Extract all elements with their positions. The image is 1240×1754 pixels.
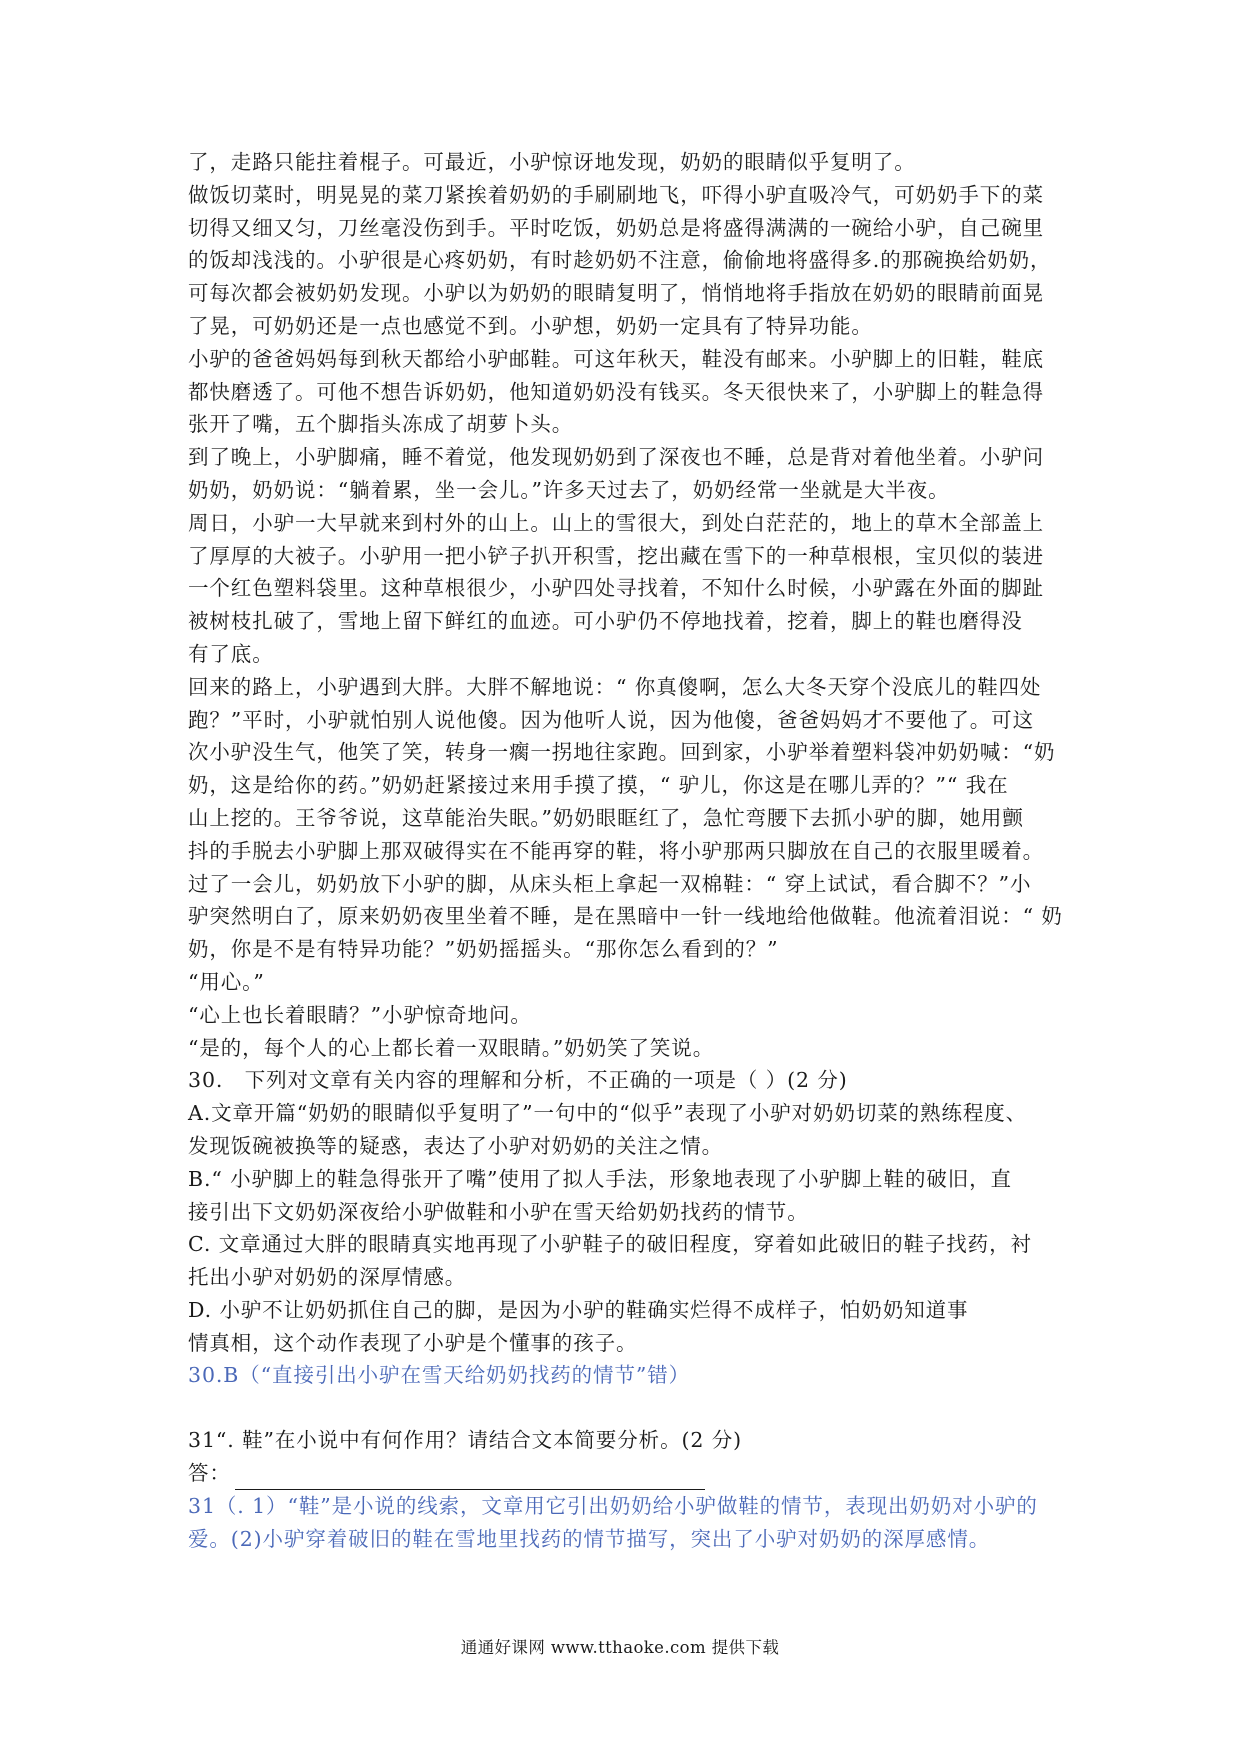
spacer bbox=[188, 1392, 1068, 1424]
story-line: 小驴的爸爸妈妈每到秋天都给小驴邮鞋。可这年秋天，鞋没有邮来。小驴脚上的旧鞋，鞋底 bbox=[188, 346, 1044, 371]
story-line: 奶奶，奶奶说：“躺着累，坐一会儿。”许多天过去了，奶奶经常一坐就是大半夜。 bbox=[188, 477, 950, 502]
story-line: “用心。” bbox=[188, 969, 265, 994]
option-b-line: B.“ 小驴脚上的鞋急得张开了嘴”使用了拟人手法，形象地表现了小驴脚上鞋的破旧，直 bbox=[188, 1166, 1012, 1191]
page-footer: 通通好课网 www.tthaoke.com 提供下载 bbox=[460, 1638, 780, 1657]
story-line: 奶，这是给你的药。”奶奶赶紧接过来用手摸了摸，“ 驴儿，你这是在哪儿弄的？”“ 我在 bbox=[188, 773, 1009, 798]
question-30-answer: 30.B（“直接引出小驴在雪天给奶奶找药的情节”错） bbox=[188, 1363, 691, 1388]
story-line: 有了底。 bbox=[188, 641, 274, 666]
question-30-stem: 30. 下列对文章有关内容的理解和分析，不正确的一项是（ ）(2 分) bbox=[188, 1068, 848, 1093]
story-line: 可每次都会被奶奶发现。小驴以为奶奶的眼睛复明了，悄悄地将手指放在奶奶的眼睛前面晃 bbox=[188, 281, 1044, 306]
option-a-line: A.文章开篇“奶奶的眼睛似乎复明了”一句中的“似乎”表现了小驴对奶奶切菜的熟练程度、 bbox=[188, 1101, 1028, 1126]
story-line: “心上也长着眼睛？”小驴惊奇地问。 bbox=[188, 1002, 532, 1027]
question-31-answer-line: 爱。(2)小驴穿着破旧的鞋在雪地里找药的情节描写，突出了小驴对奶奶的深厚感情。 bbox=[188, 1526, 991, 1551]
story-line: 了厚厚的大被子。小驴用一把小铲子扒开积雪，挖出藏在雪下的一种草根根，宝贝似的装进 bbox=[188, 543, 1044, 568]
story-line: 被树枝扎破了，雪地上留下鲜红的血迹。可小驴仍不停地找着，挖着，脚上的鞋也磨得没 bbox=[188, 609, 1023, 634]
option-a-line: 发现饭碗被换等的疑惑，表达了小驴对奶奶的关注之情。 bbox=[188, 1133, 723, 1158]
story-line: 过了一会儿，奶奶放下小驴的脚，从床头柜上拿起一双棉鞋：“ 穿上试试，看合脚不？”小 bbox=[188, 871, 1032, 896]
question-31 bbox=[188, 1424, 1068, 1555]
option-c-line: C. 文章通过大胖的眼睛真实地再现了小驴鞋子的破旧程度，穿着如此破旧的鞋子找药，衬 bbox=[188, 1232, 1032, 1257]
story-line: 山上挖的。王爷爷说，这草能治失眠。”奶奶眼眶红了，急忙弯腰下去抓小驴的脚，她用颤 bbox=[188, 805, 1024, 830]
document-page bbox=[188, 146, 1068, 1555]
story-line: 做饭切菜时，明晃晃的菜刀紧挨着奶奶的手刷刷地飞，吓得小驴直吸冷气，可奶奶手下的菜 bbox=[188, 182, 1044, 207]
story-line: 了晃，可奶奶还是一点也感觉不到。小驴想，奶奶一定具有了特异功能。 bbox=[188, 313, 873, 338]
story-line: 都快磨透了。可他不想告诉奶奶，他知道奶奶没有钱买。冬天很快来了，小驴脚上的鞋急得 bbox=[188, 379, 1044, 404]
story-line: 的饭却浅浅的。小驴很是心疼奶奶，有时趁奶奶不注意，偷偷地将盛得多.的那碗换给奶奶， bbox=[188, 248, 1052, 273]
answer-blank bbox=[235, 1465, 705, 1490]
story-line: 了，走路只能拄着棍子。可最近，小驴惊讶地发现，奶奶的眼睛似乎复明了。 bbox=[188, 150, 916, 174]
story-line: 次小驴没生气，他笑了笑，转身一瘸一拐地往家跑。回到家，小驴举着塑料袋冲奶奶喊：“奶 bbox=[188, 740, 1056, 765]
story-line: 周日，小驴一大早就来到村外的山上。山上的雪很大，到处白茫茫的，地上的草木全部盖上 bbox=[188, 510, 1044, 535]
answer-label: 答： bbox=[188, 1461, 231, 1486]
story-line: 驴突然明白了，原来奶奶夜里坐着不睡，是在黑暗中一针一线地给他做鞋。他流着泪说：“ 奶 bbox=[188, 904, 1063, 929]
story-line: 到了晚上，小驴脚痛，睡不着觉，他发现奶奶到了深夜也不睡，总是背对着他坐着。小驴问 bbox=[188, 445, 1044, 470]
story-line: 跑？”平时，小驴就怕别人说他傻。因为他听人说，因为他傻，爸爸妈妈才不要他了。可这 bbox=[188, 707, 1034, 732]
question-30 bbox=[188, 1064, 1068, 1392]
story-line: 奶，你是不是有特异功能？”奶奶摇摇头。“那你怎么看到的？” bbox=[188, 937, 779, 962]
story-line: 抖的手脱去小驴脚上那双破得实在不能再穿的鞋，将小驴那两只脚放在自己的衣服里暖着。 bbox=[188, 838, 1044, 863]
story-line: 张开了嘴，五个脚指头冻成了胡萝卜头。 bbox=[188, 412, 574, 437]
question-31-answer-line: 31（. 1）“鞋”是小说的线索，文章用它引出奶奶给小驴做鞋的情节，表现出奶奶对小驴的 bbox=[188, 1493, 1038, 1518]
question-31-stem: 31“. 鞋”在小说中有何作用？请结合文本简要分析。(2 分) bbox=[188, 1428, 743, 1453]
option-d-line: 情真相，这个动作表现了小驴是个懂事的孩子。 bbox=[188, 1330, 638, 1355]
answer-line bbox=[188, 1457, 1068, 1490]
story-text bbox=[188, 146, 1068, 1064]
story-line: 切得又细又匀，刀丝毫没伤到手。平时吃饭，奶奶总是将盛得满满的一碗给小驴，自己碗里 bbox=[188, 215, 1044, 240]
option-c-line: 托出小驴对奶奶的深厚情感。 bbox=[188, 1265, 467, 1290]
option-d-line: D. 小驴不让奶奶抓住自己的脚，是因为小驴的鞋确实烂得不成样子，怕奶奶知道事 bbox=[188, 1297, 969, 1322]
option-b-line: 接引出下文奶奶深夜给小驴做鞋和小驴在雪天给奶奶找药的情节。 bbox=[188, 1199, 809, 1224]
story-line: “是的，每个人的心上都长着一双眼睛。”奶奶笑了笑说。 bbox=[188, 1035, 715, 1060]
story-line: 回来的路上，小驴遇到大胖。大胖不解地说：“ 你真傻啊，怎么大冬天穿个没底儿的鞋四处 bbox=[188, 674, 1042, 699]
story-line: 一个红色塑料袋里。这种草根很少，小驴四处寻找着，不知什么时候，小驴露在外面的脚趾 bbox=[188, 576, 1044, 601]
